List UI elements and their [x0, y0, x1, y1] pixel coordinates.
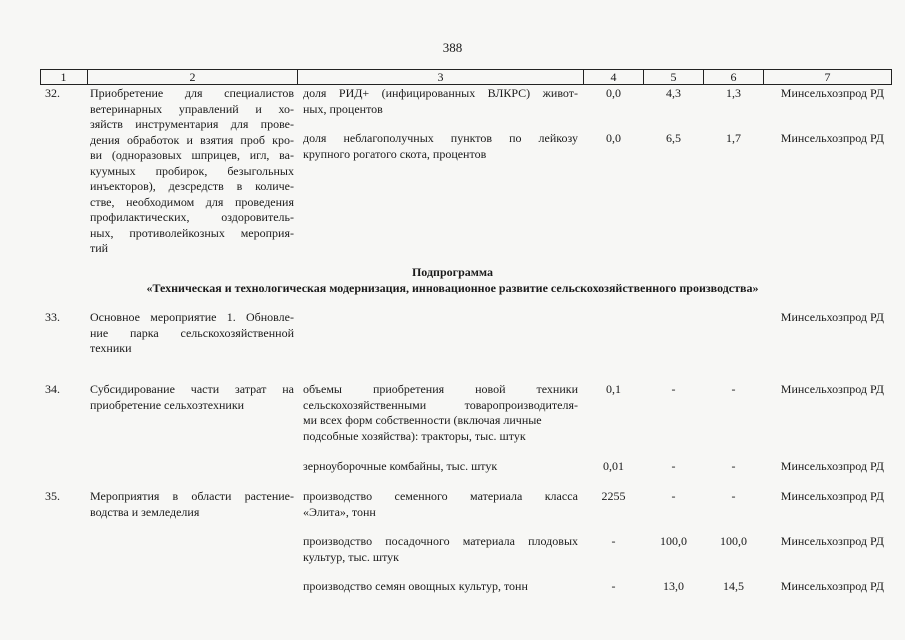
activity-line: инъекторов), дезсредств в количе- [90, 179, 294, 193]
header-bottom-border [40, 84, 892, 85]
row-34-ind2-value-4: 0,01 [603, 459, 624, 473]
row-34-ind2-value-6: - [731, 459, 736, 473]
row-35-ind3-value-5: 13,0 [663, 579, 684, 593]
indicator-line: культур, тыс. штук [303, 549, 400, 564]
row-32-ind1-value-6: 1,3 [726, 86, 741, 100]
header-col-2: 2 [189, 70, 196, 84]
row-32-ind2-value-5: 6,5 [666, 131, 681, 145]
row-35-ind3-executor: Минсельхозпрод РД [780, 579, 884, 593]
activity-line: зяйств инструментария для прове- [90, 117, 294, 131]
row-35-ind1-value-6: - [731, 489, 736, 503]
row-35-indicator-1 [303, 489, 578, 520]
activity-line: приобретение сельхозтехники [90, 397, 245, 412]
indicator-line: сельскохозяйственными товаропроизводителя- [303, 397, 578, 412]
activity-line: куумных пробирок, безыгольных [90, 163, 294, 178]
header-col-6: 6 [730, 70, 737, 84]
row-32-ind2-executor: Минсельхозпрод РД [780, 131, 884, 145]
row-35-ind1-executor: Минсельхозпрод РД [780, 489, 884, 503]
row-34-activity [90, 382, 294, 413]
indicator-line: подсобные хозяйства): тракторы, тыс. штук [303, 428, 526, 443]
activity-line: ние парка сельскохозяйственной [90, 325, 294, 340]
row-34-indicator-2 [303, 459, 578, 475]
row-32-indicator-1 [303, 86, 578, 117]
row-32-ind1-value-5: 4,3 [666, 86, 681, 100]
row-35-ind1-value-4: 2255 [601, 489, 626, 503]
indicator-line: доля РИД+ (инфицированных ВЛКРС) живот- [303, 86, 578, 100]
indicator-line: ных, процентов [303, 101, 383, 116]
activity-line: тий [90, 241, 109, 255]
activity-line: профилактических, оздоровитель- [90, 210, 294, 224]
row-35-ind3-value-6: 14,5 [723, 579, 744, 593]
row-32-ind1-executor: Минсельхозпрод РД [780, 86, 884, 100]
row-34-ind1-value-4: 0,1 [606, 382, 621, 396]
row-34-ind1-executor: Минсельхозпрод РД [780, 382, 884, 396]
activity-line: водства и земледелия [90, 504, 200, 519]
row-34-ind2-value-5: - [671, 459, 676, 473]
indicator-line: производство семенного материала класса [303, 489, 578, 503]
row-34-ind1-value-6: - [731, 382, 736, 396]
row-35-ind3-value-4: - [611, 579, 616, 593]
row-35-activity [90, 489, 294, 520]
indicator-line: производство семян овощных культур, тонн [303, 579, 528, 593]
header-col-5: 5 [670, 70, 677, 84]
subprogram-title: «Техническая и технологическая модернизация, инновационное развитие сельскохозяйственного производства» [146, 281, 759, 295]
activity-line: Мероприятия в области растение- [90, 489, 294, 503]
row-34-number: 34. [45, 382, 60, 396]
subprogram-label: Подпрограмма [411, 265, 494, 279]
header-col-1: 1 [60, 70, 67, 84]
indicator-line: доля неблагополучных пунктов по лейкозу [303, 131, 578, 145]
row-35-indicator-2 [303, 534, 578, 565]
row-32-ind2-value-6: 1,7 [726, 131, 741, 145]
row-35-ind2-value-5: 100,0 [660, 534, 687, 548]
activity-line: Субсидирование части затрат на [90, 382, 294, 396]
indicator-line: производство посадочного материала плодовых [303, 534, 578, 548]
header-col-7: 7 [824, 70, 831, 84]
row-32-ind2-value-4: 0,0 [606, 131, 621, 145]
row-32-ind1-value-4: 0,0 [606, 86, 621, 100]
header-col-4: 4 [610, 70, 617, 84]
header-col-3: 3 [437, 70, 444, 84]
activity-line: техники [90, 341, 132, 355]
indicator-line: крупного рогатого скота, процентов [303, 146, 487, 161]
row-33-number: 33. [45, 310, 60, 324]
row-34-ind1-value-5: - [671, 382, 676, 396]
row-32-indicator-2 [303, 131, 578, 162]
row-34-indicator-1 [303, 382, 578, 444]
row-35-number: 35. [45, 489, 60, 503]
activity-line: дения обработок и взятия проб кро- [90, 132, 294, 147]
indicator-line: ми всех форм собственности (включая личные [303, 413, 542, 427]
header-border-right [891, 69, 892, 85]
row-32-number: 32. [45, 86, 60, 100]
indicator-line: «Элита», тонн [303, 504, 376, 519]
row-32-activity [90, 86, 294, 257]
page-number: 388 [442, 40, 463, 55]
row-35-ind2-value-6: 100,0 [720, 534, 747, 548]
row-35-ind2-value-4: - [611, 534, 616, 548]
activity-line: ветеринарных управлений и хо- [90, 101, 294, 116]
activity-line: Приобретение для специалистов [90, 86, 294, 100]
row-35-ind2-executor: Минсельхозпрод РД [780, 534, 884, 548]
row-33-activity [90, 310, 294, 357]
activity-line: ных, противолейкозных мероприя- [90, 225, 294, 240]
row-35-indicator-3 [303, 579, 578, 595]
activity-line: Основное мероприятие 1. Обновле- [90, 310, 294, 324]
header-top-border [40, 69, 892, 70]
indicator-line: зерноуборочные комбайны, тыс. штук [303, 459, 498, 473]
activity-line: стве, необходимом для проведения [90, 194, 294, 209]
row-34-ind2-executor: Минсельхозпрод РД [780, 459, 884, 473]
indicator-line: объемы приобретения новой техники [303, 382, 578, 396]
row-35-ind1-value-5: - [671, 489, 676, 503]
activity-line: ви (одноразовых шприцев, игл, ва- [90, 148, 294, 162]
row-33-executor: Минсельхозпрод РД [780, 310, 884, 324]
